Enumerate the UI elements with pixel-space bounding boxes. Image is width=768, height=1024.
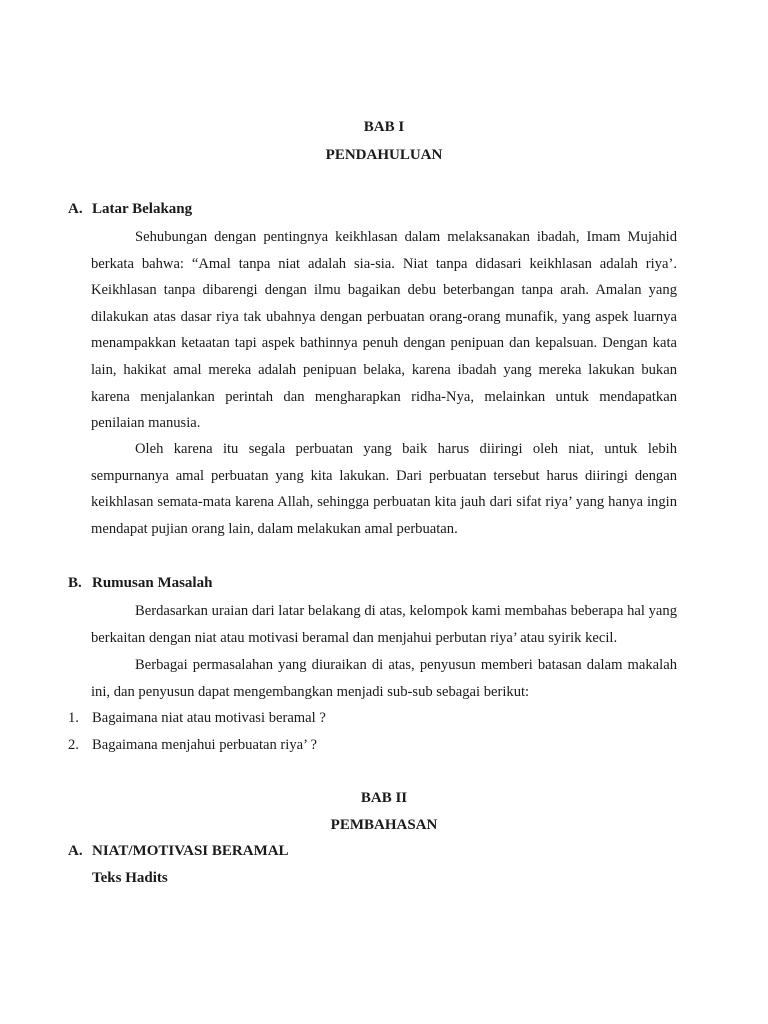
section-letter: A. [68,201,83,217]
paragraph-latar-belakang-1 [91,224,677,437]
list-text: Bagaimana niat atau motivasi beramal ? [92,710,326,726]
chapter-subtitle: PEMBAHASAN [330,817,438,833]
list-number: 2. [68,737,79,753]
section-heading-rumusan-masalah [68,575,212,592]
section-title: Rumusan Masalah [92,575,213,591]
chapter-title: BAB I [363,119,405,135]
list-text: Bagaimana menjahui perbuatan riya’ ? [92,737,318,753]
chapter-subtitle: PENDAHULUAN [325,147,443,163]
paragraph-text: Sehubungan dengan pentingnya keikhlasan dalam melaksanakan ibadah, Imam Mujahid berkata bahwa: “Amal tanpa niat adalah sia-sia. Niat tanpa didasari keikhlasan adalah riya’. Keikhlasan tanpa dibarengi dengan ilmu bagaikan debu beterbangan tanpa arah. Amalan yang dilakukan atas dasar riya tak ubahnya dengan perbuatan orang-orang munafik, yang aspek luarnya menampakkan ketaatan tapi aspek bathinnya penuh dengan penipuan dan kepalsuan. Dengan kata lain, hakikat amal mereka adalah penipuan belaka, karena ibadah yang mereka lakukan bukan karena menjalankan perintah dan mengharapkan ridha-Nya, melainkan untuk mendapatkan penilaian manusia. [91,229,677,432]
chapter-title: BAB II [360,790,408,806]
section-title: Latar Belakang [92,201,193,217]
list-item [68,710,326,727]
section-letter: A. [68,843,83,859]
paragraph-latar-belakang-2 [91,436,677,542]
section-title: NIAT/MOTIVASI BERAMAL [92,843,289,859]
list-item [68,737,317,754]
paragraph-rumusan-masalah-1 [91,598,677,651]
paragraph-text: Berbagai permasalahan yang diuraikan di atas, penyusun memberi batasan dalam makalah ini, dan penyusun dapat mengembangkan menjadi sub-sub sebagai berikut: [91,657,677,700]
section-heading-niat [68,843,289,860]
subheading-teks-hadits: Teks Hadits [92,870,168,886]
paragraph-text: Oleh karena itu segala perbuatan yang baik harus diiringi oleh niat, untuk lebih sempurnanya amal perbuatan yang kita lakukan. Dari perbuatan tersebut harus diiringi dengan keikhlasan semata-mata karena Allah, sehingga perbuatan kita jauh dari sifat riya’ yang hanya ingin mendapat pujian orang lain, dalam melakukan amal perbuatan. [91,441,677,537]
section-heading-latar-belakang [68,201,192,218]
paragraph-text: Berdasarkan uraian dari latar belakang di atas, kelompok kami membahas beberapa hal yang berkaitan dengan niat atau motivasi beramal dan menjahui perbutan riya’ atau syirik kecil. [91,603,677,646]
paragraph-rumusan-masalah-2 [91,652,677,705]
list-number: 1. [68,710,79,726]
section-letter: B. [68,575,82,591]
